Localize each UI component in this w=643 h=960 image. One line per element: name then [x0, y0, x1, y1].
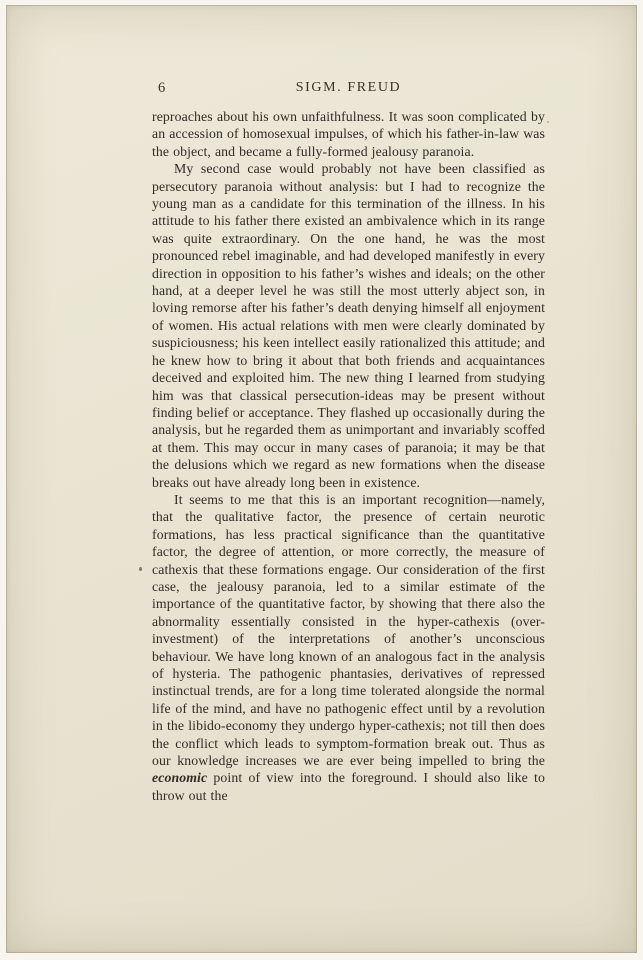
body-text-run: It seems to me that this is an important recognition—namely, that the qualitative factor, the presence of certain neurotic formations, has less practical significance than the quantitative factor, the degree of attention, or more correctly, the measure of cathexis that these formations engage. Our consideration of the first case, the jealousy paranoia, led to a similar estimate of the importance of the quantitative factor, by showing that there also the abnormality essentially consisted in the hyper-cathexis (over-investment) of the interpretations of another’s unconscious behaviour. We have long known of an analogous fact in the analysis of hysteria. The pathogenic phantasies, derivatives of repressed instinctual trends, are for a long time tolerated alongside the normal life of the mind, and have no pathogenic effect until by a revolution in the libido-economy they undergo hyper-cathexis; not till then does the conflict which leads to symptom-formation break out. Thus as our knowledge increases we are ever being impelled to bring the [152, 491, 545, 769]
page-number: 6 [158, 80, 166, 96]
body-text-run: My second case would probably not have been classified as persecutory paranoia without analysis: but I had to recognize the young man as a candidate for this termination of the illness. In his attitude to his father there existed an ambivalence which in its range was quite extraordinary. On the one hand, he was the most pronounced rebel imaginable, and had developed manifestly in every direction in opposition to his father’s wishes and ideals; on the other hand, at a deeper level he was still the most utterly abject son, in loving remorse after his father’s death denying himself all enjoyment of women. His actual relations with men were clearly dominated by suspiciousness; his keen intellect easily rationalized this attitude; and he knew how to bring it about that both friends and acquaintances deceived and exploited him. The new thing I learned from studying him was that classical persecution-ideas may be present without finding belief or acceptance. They flashed up occasionally during the analysis, but he regarded them as unimportant and invariably scoffed at them. This may occur in many cases of paranoia; it may be that the delusions which we regard as new formations when the disease breaks out have already long been in existence. [152, 161, 545, 490]
body-text-run: reproaches about his own unfaithfulness. It was soon complicated by an accession of homosexual impulses, of which his father-in-law was the object, and became a fully-formed jealousy paranoia. [152, 109, 545, 159]
scan-speck [547, 121, 549, 123]
paragraph-1 [152, 108, 545, 160]
scan-speck [139, 567, 142, 571]
paragraph-3 [152, 491, 545, 804]
body-text-run: point of view into the foreground. I should also like to throw out the [152, 770, 545, 803]
emphasized-text: economic [152, 770, 208, 786]
text-block [152, 108, 545, 804]
page-header [152, 80, 545, 100]
paragraph-2 [152, 160, 545, 491]
running-title: SIGM. FREUD [295, 80, 402, 95]
